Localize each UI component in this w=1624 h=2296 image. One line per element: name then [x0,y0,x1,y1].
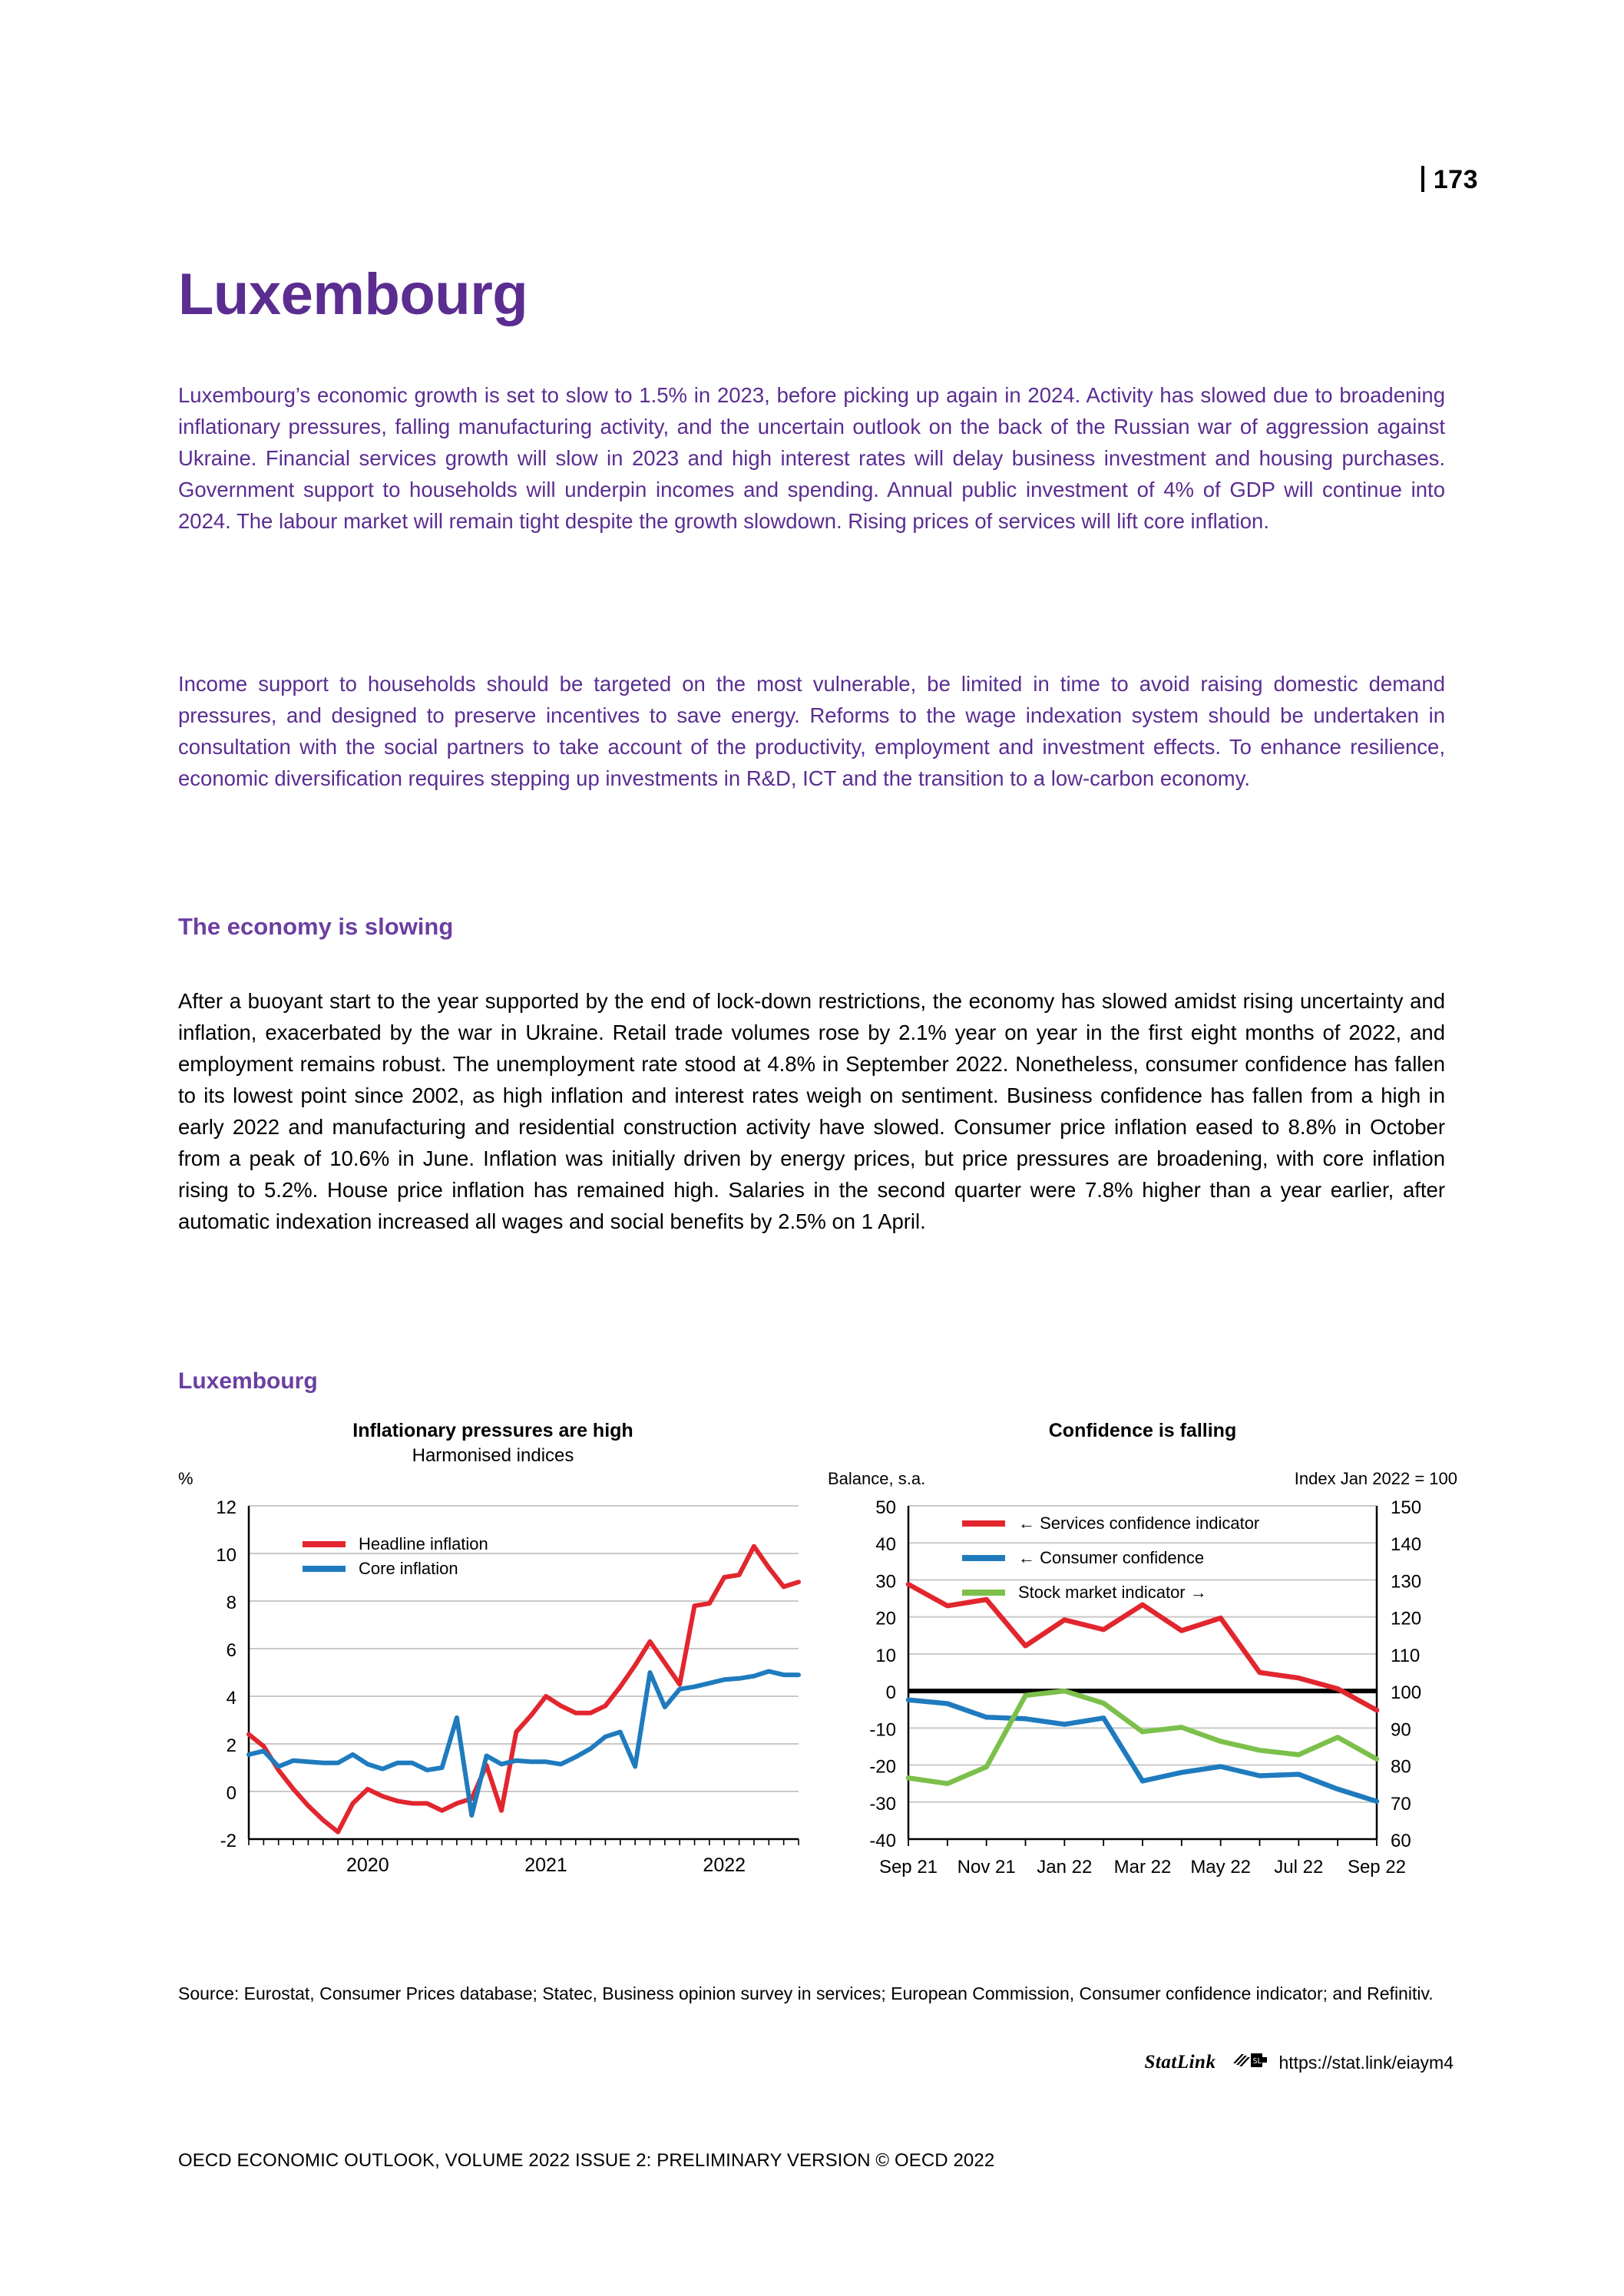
svg-text:2022: 2022 [703,1854,746,1876]
legend-color-swatch [962,1555,1005,1561]
legend-label: ← Consumer confidence [1018,1547,1205,1567]
chart-confidence-is-falling [828,1419,1457,1941]
legend-item [962,1506,1259,1540]
legend-item [303,1532,488,1557]
chart1-axis-captions [178,1469,808,1492]
svg-text:12: 12 [216,1497,236,1518]
legend-label: Headline inflation [359,1534,488,1553]
chart2-plot-area [828,1492,1457,1899]
statlink-url[interactable]: https://stat.link/eiaym4 [1278,2052,1454,2073]
svg-text:Sep 21: Sep 21 [878,1857,938,1877]
legend-item [962,1575,1259,1610]
svg-text:140: 140 [1391,1534,1422,1556]
legend-color-swatch [962,1590,1005,1596]
legend-label: Stock market indicator → [1018,1582,1207,1602]
statlink-icon [1232,2050,1268,2075]
svg-text:10: 10 [216,1545,236,1566]
chart2-axis-captions [828,1469,1457,1492]
svg-text:0: 0 [885,1682,896,1704]
svg-text:-30: -30 [869,1793,896,1815]
svg-text:Mar 22: Mar 22 [1113,1857,1172,1877]
intro-paragraph-2: Income support to households should be targeted on the most vulnerable, be limited in time to avoid raising domestic demand pressures, and designed to preserve incentives to save energy. Reforms to the wage indexation system should be undertaken in consultation with the social partners to take account of the productivity, employment and investment effects. To enhance resilience, economic diversification requires stepping up investments in R&D, ICT and the transition to a low-carbon economy. [178,671,1445,790]
svg-text:4: 4 [226,1688,236,1709]
svg-text:10: 10 [875,1645,896,1666]
page-title: Luxembourg [178,261,528,327]
chart-inflationary-pressures [178,1419,808,1941]
legend-color-swatch [303,1541,346,1547]
svg-text:2021: 2021 [524,1854,567,1876]
svg-text:2: 2 [226,1735,236,1756]
chart2-right-axis-unit: Index Jan 2022 = 100 [1294,1469,1457,1488]
svg-text:80: 80 [1391,1756,1411,1778]
page-number-rule [1421,166,1424,192]
svg-text:-40: -40 [869,1831,896,1851]
chart1-svg [178,1492,808,1899]
chart1-plot-area [178,1492,808,1899]
page-number [1421,165,1478,195]
section-paragraph-economy-is-slowing: After a buoyant start to the year supported by the end of lock-down restrictions, the economy has slowed amidst rising uncertainty and inflation, exacerbated by the war in Ukraine. Retail trade volumes rose by 2.1% year on year in the first eight months of 2022, and employment remains robust. The unemployment rate stood at 4.8% in September 2022. Nonetheless, consumer confidence has fallen to its lowest point since 2002, as high inflation and interest rates weigh on sentiment. Business confidence has fallen from a high in early 2022 and manufacturing and residential construction activity have slowed. Consumer price inflation eased to 8.8% in October from a peak of 10.6% in June. Inflation was initially driven by energy prices, but price pressures are broadening, with core inflation rising to 5.2%. House price inflation has remained high. Salaries in the second quarter were 7.8% higher than a year earlier, after automatic indexation increased all wages and social benefits by 2.5% on 1 April. [178,988,1445,1233]
legend-item [962,1540,1259,1575]
statlink[interactable] [1145,2050,1454,2075]
intro-paragraph-1: Luxembourg’s economic growth is set to slow to 1.5% in 2023, before picking up again in 2024. Activity has slowed due to broadening inflationary pressures, falling manufacturing activity, and the uncertain outlook on the back of the Russian war of aggression against Ukraine. Financial services growth will slow in 2023 and high interest rates will delay business investment and housing purchases. Government support to households will underpin incomes and spending. Annual public investment of 4% of GDP will continue into 2024. The labour market will remain tight despite the growth slowdown. Rising prices of services will lift core inflation. [178,382,1445,533]
chart1-y-axis-unit: % [178,1469,193,1488]
page-footer: OECD ECONOMIC OUTLOOK, VOLUME 2022 ISSUE 2: PRELIMINARY VERSION © OECD 2022 [178,2150,995,2171]
svg-text:Nov 21: Nov 21 [957,1857,1016,1877]
svg-text:May 22: May 22 [1190,1857,1252,1877]
legend-color-swatch [303,1566,346,1572]
chart2-title: Confidence is falling [1048,1420,1237,1441]
legend-item [303,1557,488,1581]
svg-text:130: 130 [1391,1571,1422,1593]
svg-text:-20: -20 [869,1756,896,1778]
svg-text:50: 50 [875,1497,896,1518]
figure-label: Luxembourg [178,1368,318,1394]
svg-text:SL: SL [1252,2057,1262,2066]
svg-text:150: 150 [1391,1497,1422,1518]
svg-text:2020: 2020 [346,1854,389,1876]
legend-color-swatch [962,1520,1005,1527]
svg-text:60: 60 [1391,1831,1411,1851]
chart2-subtitle-spacer [828,1444,1457,1467]
svg-text:Jul 22: Jul 22 [1274,1857,1324,1877]
svg-text:8: 8 [226,1593,236,1613]
figure-source: Source: Eurostat, Consumer Prices database; Statec, Business opinion survey in services; European Commission, Consumer confidence indicator; and Refinitiv. [178,1983,1434,2003]
section-heading-economy-is-slowing: The economy is slowing [178,912,454,940]
svg-text:Sep 22: Sep 22 [1347,1857,1407,1877]
svg-text:6: 6 [226,1640,236,1661]
svg-text:100: 100 [1391,1682,1422,1704]
svg-text:-2: -2 [220,1831,236,1851]
svg-text:-10: -10 [869,1719,896,1741]
svg-text:0: 0 [226,1783,236,1804]
svg-text:70: 70 [1391,1793,1411,1815]
chart1-legend [303,1532,488,1581]
page-number-value: 173 [1433,165,1478,194]
svg-text:40: 40 [875,1534,896,1556]
chart2-left-axis-unit: Balance, s.a. [828,1469,926,1488]
svg-text:90: 90 [1391,1719,1411,1741]
svg-text:120: 120 [1391,1608,1422,1629]
statlink-label: StatLink [1144,2052,1216,2073]
svg-text:20: 20 [875,1608,896,1629]
svg-text:110: 110 [1391,1645,1421,1666]
svg-text:30: 30 [875,1571,896,1593]
chart1-subtitle: Harmonised indices [412,1445,574,1466]
svg-text:Jan 22: Jan 22 [1037,1857,1093,1877]
chart1-title: Inflationary pressures are high [352,1420,633,1441]
legend-label: ← Services confidence indicator [1018,1513,1260,1533]
legend-label: Core inflation [359,1559,458,1578]
chart2-legend [962,1506,1259,1610]
